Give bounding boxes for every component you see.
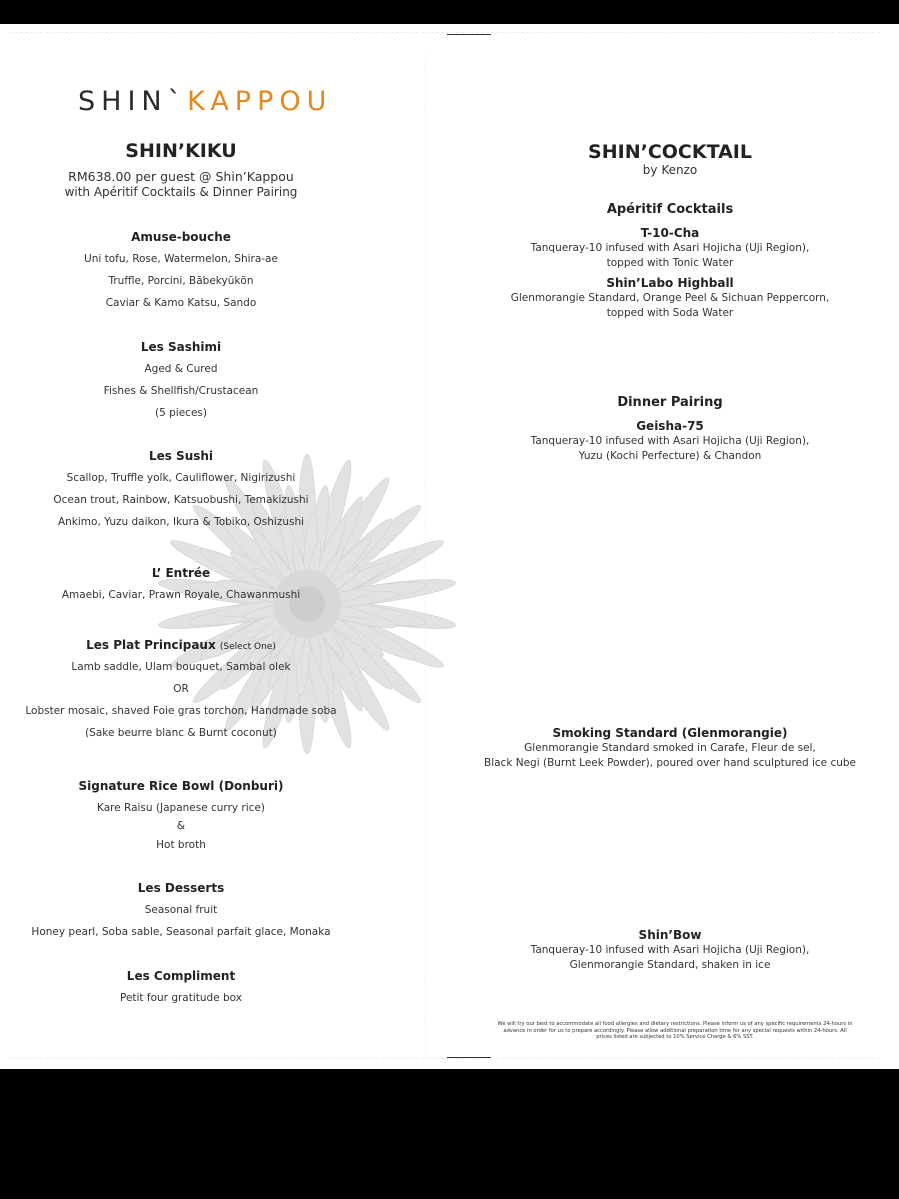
menu-item: Petit four gratitude box xyxy=(119,992,242,1004)
menu-item: Amaebi, Caviar, Prawn Royale, Chawanmushi xyxy=(61,589,301,601)
fold-mark-top xyxy=(447,34,491,35)
drink-name: T-10-Cha xyxy=(640,226,700,240)
section-heading-amuse: Amuse-bouche xyxy=(131,230,231,244)
logo-part-2: KAPPOU xyxy=(187,86,333,117)
cocktail-menu-title: SHIN’COCKTAIL xyxy=(588,141,752,163)
disclaimer-line: prices listed are subjected to 10% Service Charge & 6% SST. xyxy=(596,1034,754,1040)
drink-name: Shin’Bow xyxy=(638,928,702,942)
menu-item: Fishes & Shellfish/Crustacean xyxy=(103,385,259,397)
menu-item: Uni tofu, Rose, Watermelon, Shira-ae xyxy=(84,253,278,265)
menu-item: Scallop, Truffle yolk, Cauliflower, Nigirizushi xyxy=(66,472,296,484)
drink-description: topped with Soda Water xyxy=(606,307,734,319)
price-line: RM638.00 per guest @ Shin’Kappou xyxy=(68,169,294,184)
section-heading-desserts: Les Desserts xyxy=(137,881,225,895)
plat-heading-text: Les Plat Principaux xyxy=(86,638,216,652)
cut-line-bottom xyxy=(10,1058,880,1059)
drink-description: Black Negi (Burnt Leek Powder), poured over hand sculptured ice cube xyxy=(484,757,856,769)
pairing-line: with Apéritif Cocktails & Dinner Pairing xyxy=(64,185,298,199)
menu-item: Lamb saddle, Ulam bouquet, Sambal olek xyxy=(71,661,291,673)
drink-description: topped with Tonic Water xyxy=(606,257,734,269)
drink-description: Glenmorangie Standard, shaken in ice xyxy=(569,959,771,971)
disclaimer-line: We will try our best to accommodate all food allergies and dietary restrictions. Please inform us of any specific requirements 24-hours in xyxy=(497,1021,853,1027)
plat-select-note: (Select One) xyxy=(219,642,276,652)
shin-kappou-logo xyxy=(78,86,332,117)
drink-description: Glenmorangie Standard, Orange Peel & Sichuan Peppercorn, xyxy=(510,292,830,304)
drink-description: Yuzu (Kochi Perfecture) & Chandon xyxy=(578,450,762,462)
section-heading-dinner: Dinner Pairing xyxy=(617,395,723,410)
section-heading-sashimi: Les Sashimi xyxy=(140,340,222,354)
menu-sheet xyxy=(0,24,899,1069)
drink-name: Smoking Standard (Glenmorangie) xyxy=(552,726,788,740)
menu-item: Seasonal fruit xyxy=(144,904,218,916)
logo-tick: ` xyxy=(167,86,188,117)
section-heading-rice: Signature Rice Bowl (Donburi) xyxy=(78,779,284,793)
menu-item: Honey pearl, Soba sable, Seasonal parfait glace, Monaka xyxy=(31,926,331,938)
menu-item: Caviar & Kamo Katsu, Sando xyxy=(105,297,257,309)
drink-description: Tanqueray-10 infused with Asari Hojicha (Uji Region), xyxy=(530,944,810,956)
drink-description: Tanqueray-10 infused with Asari Hojicha (Uji Region), xyxy=(530,242,810,254)
section-heading-entree: L’ Entrée xyxy=(151,566,211,580)
menu-item: Ocean trout, Rainbow, Katsuobushi, Temakizushi xyxy=(53,494,309,506)
drink-name: Shin’Labo Highball xyxy=(606,276,734,290)
menu-item: (Sake beurre blanc & Burnt coconut) xyxy=(85,727,277,739)
menu-item: Aged & Cured xyxy=(144,363,218,375)
menu-item: OR xyxy=(173,683,189,695)
byline: by Kenzo xyxy=(642,163,698,177)
menu-item: Lobster mosaic, shaved Foie gras torchon, Handmade soba xyxy=(25,705,337,717)
drink-name: Geisha-75 xyxy=(636,419,704,433)
section-heading-aperitif: Apéritif Cocktails xyxy=(606,202,734,217)
disclaimer-line: advance in order for us to prepare accordingly. Please allow additional preparation time for any special requests within 24-hours. All xyxy=(503,1027,847,1034)
logo-part-1: SHIN xyxy=(78,86,168,117)
cut-line-top xyxy=(10,32,880,33)
menu-item: (5 pieces) xyxy=(155,407,207,419)
section-heading-plat xyxy=(10,638,352,652)
food-menu-title: SHIN’KIKU xyxy=(125,140,237,162)
menu-item: Ankimo, Yuzu daikon, Ikura & Tobiko, Oshizushi xyxy=(57,516,305,528)
section-heading-compliment: Les Compliment xyxy=(126,969,236,983)
menu-item: Hot broth xyxy=(156,839,206,851)
menu-item: Kare Raisu (Japanese curry rice) xyxy=(97,802,265,814)
menu-item: Truffle, Porcini, Bābekyūkōn xyxy=(108,275,254,287)
menu-item: & xyxy=(176,820,186,832)
drink-description: Tanqueray-10 infused with Asari Hojicha (Uji Region), xyxy=(530,435,810,447)
drink-description: Glenmorangie Standard smoked in Carafe, Fleur de sel, xyxy=(524,742,816,754)
disclaimer xyxy=(480,1021,870,1041)
section-heading-sushi: Les Sushi xyxy=(148,449,214,463)
fold-mark-bottom xyxy=(447,1057,491,1058)
